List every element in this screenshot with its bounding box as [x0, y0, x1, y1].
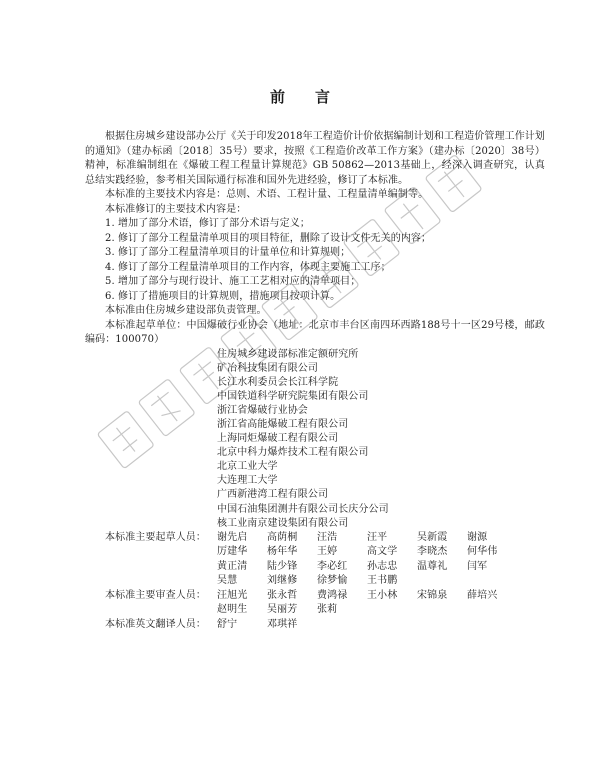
drafter-name: 陆少锋 — [267, 560, 298, 572]
management-paragraph: 本标准由住房城乡建设部负责管理。 — [105, 305, 267, 316]
drafter-name: 高荫桐 — [267, 531, 298, 543]
drafter-name: 闫军 — [467, 560, 488, 572]
unit-item: 住房城乡建设部标准定额研究所 — [217, 348, 359, 360]
unit-item: 大连理工大学 — [217, 475, 278, 487]
reviewer-name: 吴丽芳 — [267, 604, 298, 616]
unit-item: 中国石油集团测井有限公司长庆分公司 — [217, 503, 389, 515]
revision-item: 5. 增加了部分与现行设计、施工工艺相对应的清单项目； — [105, 276, 361, 287]
drafter-name: 厉建华 — [217, 546, 248, 558]
main-content-paragraph: 本标准的主要技术内容是：总则、术语、工程计量、工程量清单编制等。 — [105, 189, 429, 200]
intro-paragraph: 根据住房城乡建设部办公厅《关于印发2018年工程造价计价依据编制计划和工程造价管理工作计划的通知》（建办标函〔2018〕35号）要求，按照《工程造价改革工作方案》（建办标〔2020〕38号）精神，标准编制组在《爆破工程工程量计算规范》GB 50862—2013基础上，经深入调查研究，认真总结实践经验，参考相关国际通行标准和国外先进经验，修订了本标准。 — [85, 131, 545, 186]
drafter-name: 温尊礼 — [417, 560, 448, 572]
translator-name: 邓琪祥 — [267, 618, 298, 630]
drafters-section — [85, 531, 545, 589]
drafter-name: 何华伟 — [467, 546, 498, 558]
unit-item: 北京工业大学 — [217, 461, 278, 473]
reviewer-name: 薛培兴 — [467, 589, 498, 601]
drafter-name: 汪平 — [367, 531, 388, 543]
revision-item: 4. 修订了部分工程量清单项目的工作内容，体现主要施工工序； — [105, 261, 391, 273]
drafter-name: 汪浩 — [317, 531, 338, 543]
drafter-name: 高文学 — [367, 546, 398, 558]
unit-item: 浙江省高能爆破工程有限公司 — [217, 418, 349, 430]
drafter-name: 李晓杰 — [417, 546, 448, 558]
reviewer-name: 张莉 — [317, 604, 338, 616]
revision-item: 2. 修订了部分工程量清单项目的项目特征，删除了设计文件无关的内容； — [105, 232, 432, 244]
reviewers-section — [85, 589, 545, 618]
drafter-name: 王书鹏 — [367, 575, 398, 587]
translators-names — [217, 618, 545, 633]
translators-section — [85, 618, 545, 633]
drafter-name: 杨年华 — [267, 546, 298, 558]
revision-item: 6. 修订了措施项目的计算规则，措施项目按项计算。 — [105, 290, 341, 302]
unit-item: 浙江省爆破行业协会 — [217, 404, 308, 416]
drafter-name: 孙志忠 — [367, 560, 398, 572]
unit-item: 北京中科力爆炸技术工程有限公司 — [217, 447, 369, 459]
drafter-name: 吴新霞 — [417, 531, 448, 543]
unit-item: 核工业南京建设集团有限公司 — [217, 517, 349, 529]
drafter-name: 谢源 — [467, 531, 488, 543]
translators-label: 本标准英文翻译人员： — [105, 618, 206, 630]
participating-units-list — [85, 348, 545, 531]
reviewer-name: 宋锦泉 — [417, 589, 448, 601]
reviewer-name: 汪旭光 — [217, 589, 248, 601]
drafter-name: 李必红 — [317, 560, 348, 572]
unit-item: 中国铁道科学研究院集团有限公司 — [217, 390, 369, 402]
unit-item: 上海同炬爆破工程有限公司 — [217, 433, 339, 445]
reviewer-name: 张永哲 — [267, 589, 298, 601]
reviewer-name: 费鸿禄 — [317, 589, 348, 601]
unit-item: 广西新港湾工程有限公司 — [217, 489, 329, 501]
drafter-name: 吴慧 — [217, 575, 238, 587]
reviewer-name: 王小林 — [367, 589, 398, 601]
drafter-name: 谢先启 — [217, 531, 248, 543]
reviewer-name: 赵明生 — [217, 604, 248, 616]
page-title: 前言 — [269, 88, 360, 106]
drafters-label: 本标准主要起草人员： — [105, 531, 206, 543]
unit-item: 长江水利委员会长江科学院 — [217, 376, 339, 388]
drafter-name: 王婷 — [317, 546, 338, 558]
revision-item: 3. 修订了部分工程量清单项目的计量单位和计算规则； — [105, 247, 351, 258]
drafters-names — [217, 531, 545, 589]
unit-item: 矿冶科技集团有限公司 — [217, 362, 318, 374]
revisions-intro: 本标准修订的主要技术内容是： — [105, 203, 247, 215]
drafter-name: 黄正清 — [217, 560, 248, 572]
drafter-name: 刘继修 — [267, 575, 298, 587]
reviewers-label: 本标准主要审查人员： — [105, 589, 206, 601]
chief-unit-paragraph: 本标准起草单位：中国爆破行业协会（地址：北京市丰台区南四环西路188号十一区29号楼，邮政编码：100070） — [85, 319, 545, 345]
translator-name: 舒宁 — [217, 618, 238, 630]
reviewers-names — [217, 589, 545, 618]
foreword-body — [85, 130, 545, 632]
revision-item: 1. 增加了部分术语，修订了部分术语与定义； — [105, 218, 310, 229]
drafter-name: 徐梦愉 — [317, 575, 348, 587]
